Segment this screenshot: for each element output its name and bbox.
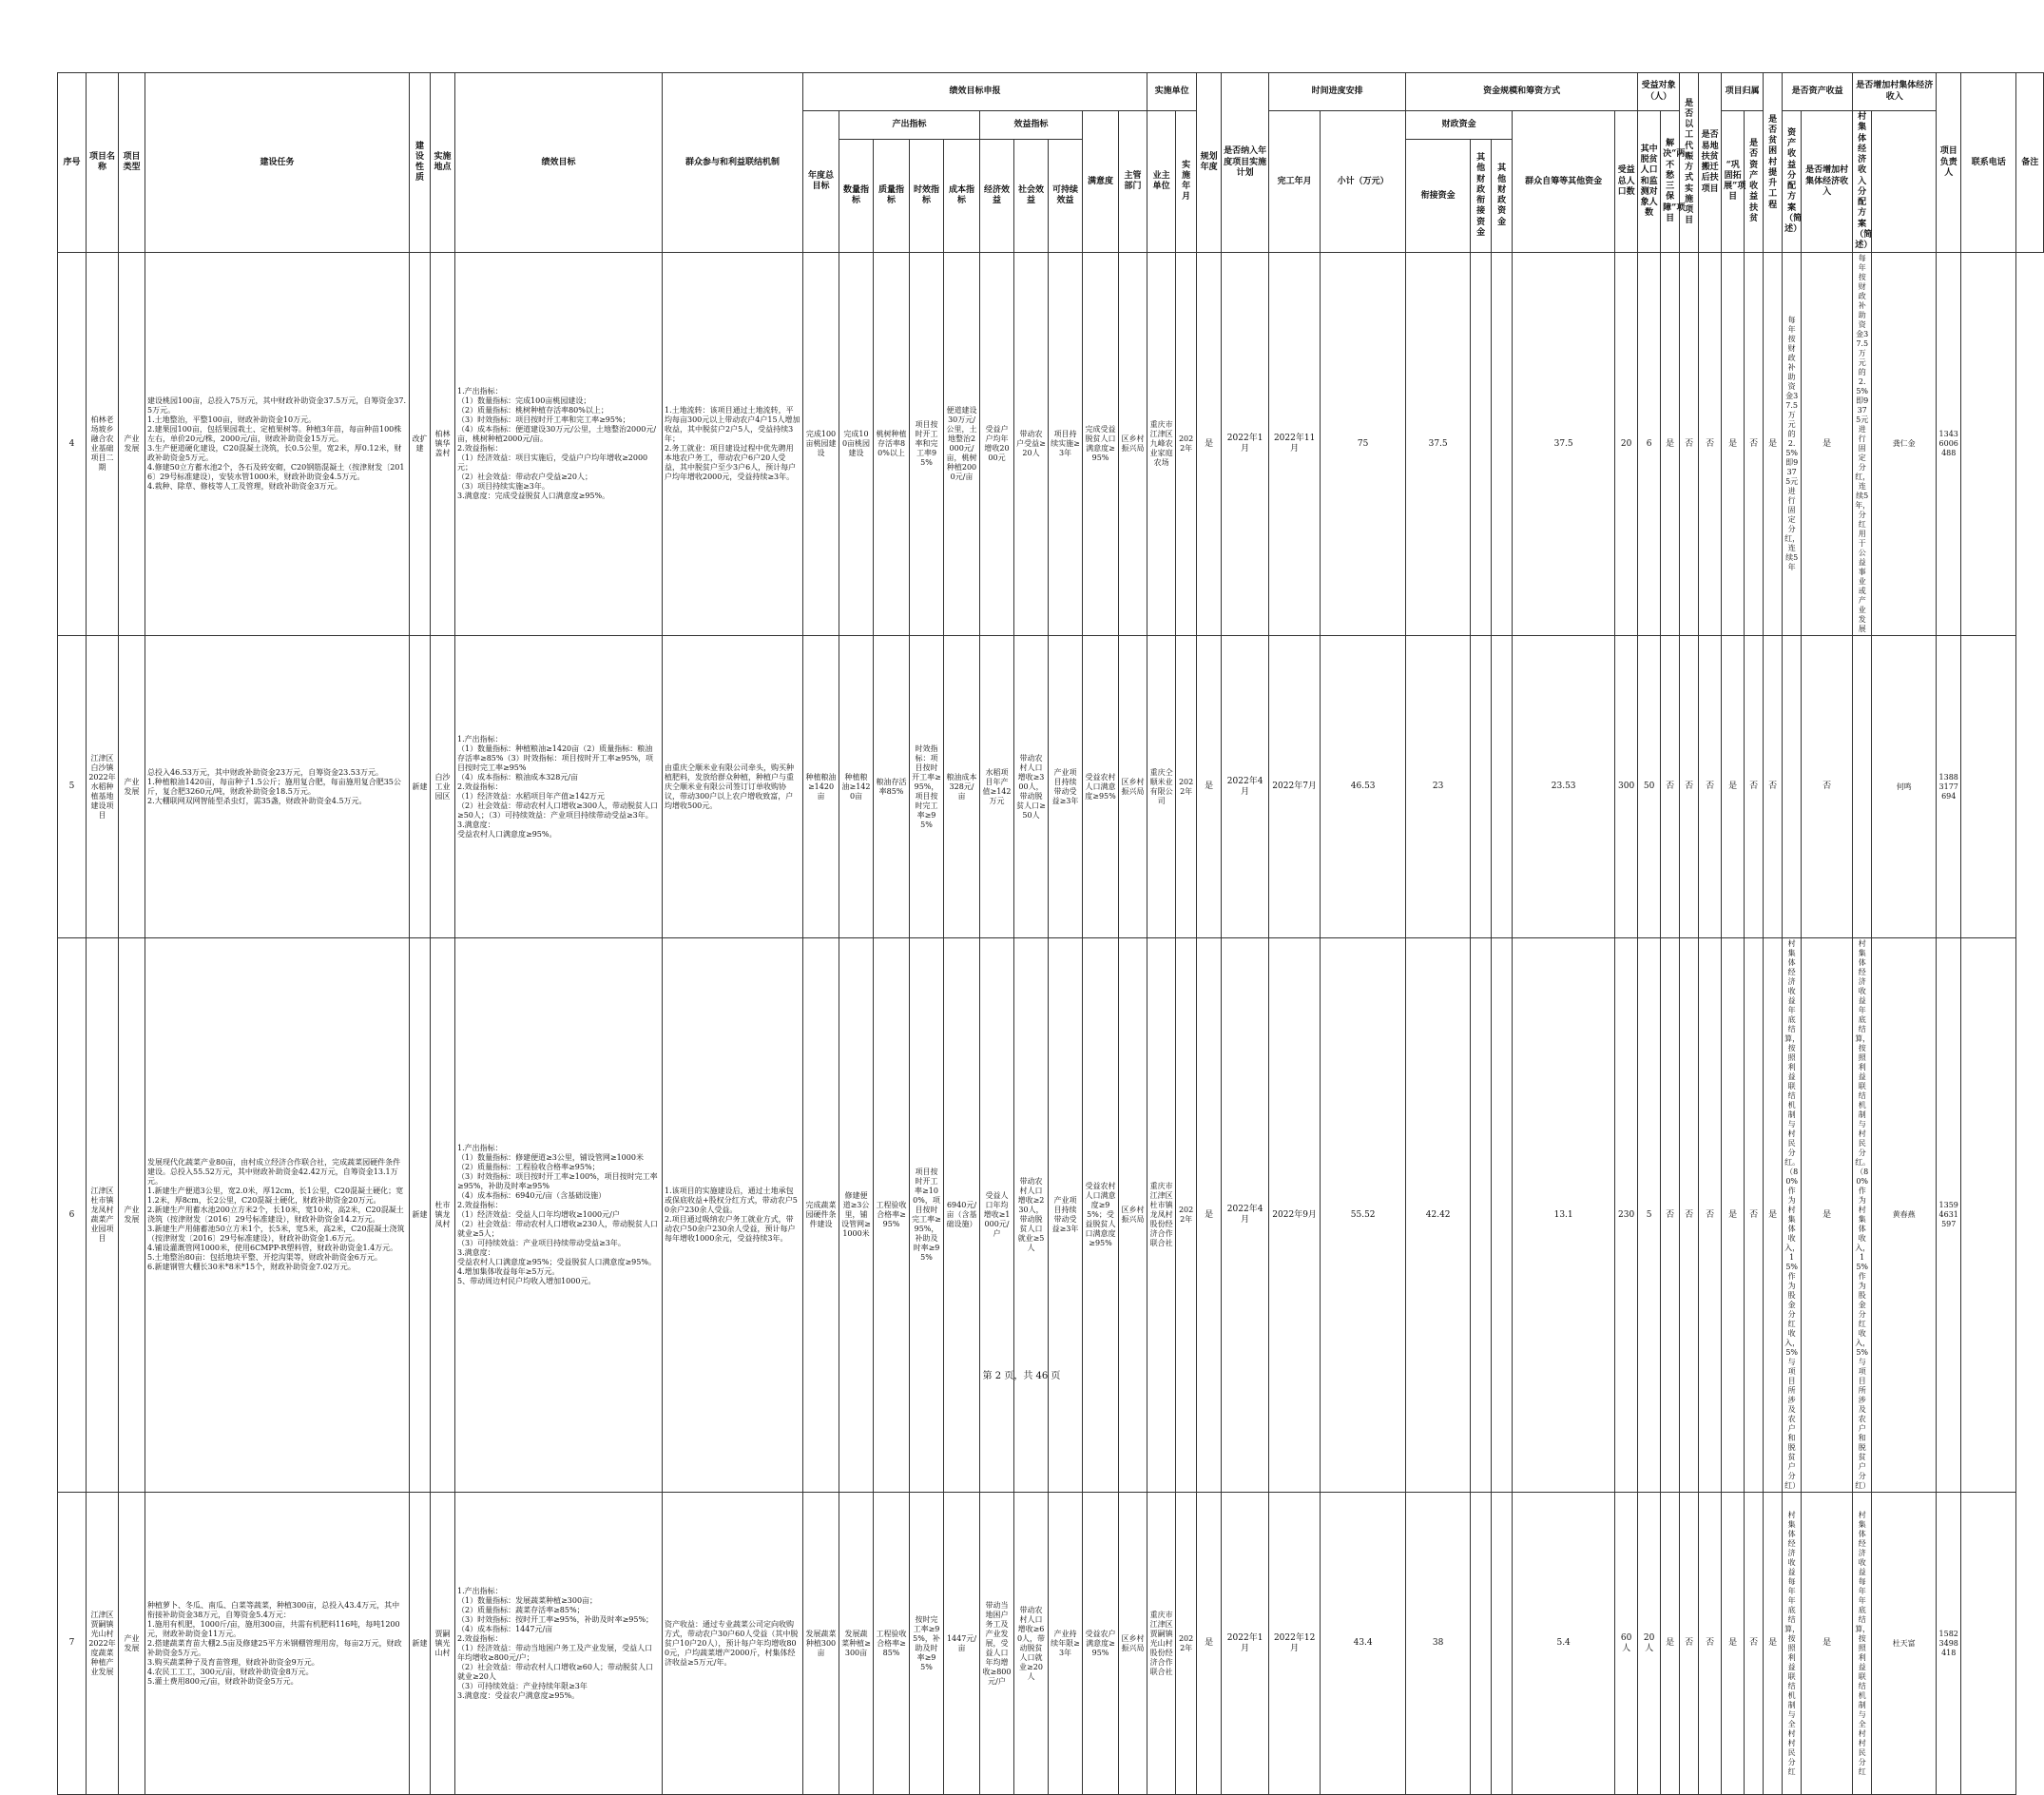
row-coll-plan: 每年按财政补助资金37.5万元的2.5%即9375元进行固定分红，连续5年，分红用于公益事业或产业发展 [1853,253,1872,636]
row-economic: 带动当地困户务工及产业发展，受益人口年均增收≥800元/户 [980,1493,1014,1795]
row-annual-total: 完成蔬菜园硬件条件建设 [803,938,839,1493]
row-other-fund [1492,1493,1513,1795]
row-self-raised: 5.4 [1513,1493,1615,1795]
row-finish: 2022年9月 [1269,938,1321,1493]
row-cost: 粮油成本328元/亩 [944,636,980,938]
row-phone: 13883177694 [1937,636,1961,938]
row-work-relief: 是 [1661,1493,1680,1795]
row-relocation: 否 [1680,938,1699,1493]
row-poor-village: 否 [1745,1493,1764,1795]
row-work-relief: 是 [1661,253,1680,636]
row-leader: 黄春燕 [1872,938,1937,1493]
row-asset-dist: 村集体经济收益年底结算，按照利益联结机制与村民分红。（80%作为村集体收入，15%作为股金分红收入，5%与项目所涉及农户和脱贫户分红） [1783,938,1802,1493]
row-phone: 15823498418 [1937,1493,1961,1795]
row-social: 带动农户受益≥20人 [1014,253,1049,636]
row-project-name: 柏林老场坡乡融合农业基础项目二期 [87,253,119,636]
row-two-three: 否 [1699,938,1722,1493]
col-economic: 经济效益 [980,140,1014,253]
row-authority: 区乡村振兴局 [1119,1493,1147,1795]
col-seq: 序号 [58,73,87,253]
row-quality: 工程验收合格率≥85% [874,1493,910,1795]
col-other-fund: 其他财政资金 [1492,140,1513,253]
row-project-name: 江津区杜市镇龙凤村蔬菜产业园项目 [87,938,119,1493]
row-cost: 便道建设30万元/公里，土地整治2000元/亩，桃树种植2000元/亩 [944,253,980,636]
group-output-indicators: 产出指标 [839,111,980,140]
col-work-relief: 是否以工代赈方式实施项目 [1680,73,1699,253]
row-included: 是 [1197,1493,1222,1795]
row-leader: 龚仁金 [1872,253,1937,636]
row-construction-tasks: 总投入46.53万元，其中财政补助资金23万元，自筹资金23.53万元。 1.种植粮油1420亩，每亩种子1.5公斤；施用复合肥，每亩施用复合肥35公斤，复合肥3260元/吨，财政补助资金18.5万元。 2.大棚联网双网智能型杀虫灯，需35盏，财政补助资金4.5万元。 [145,636,410,938]
row-quantity: 修建便道≥3公里，铺设管网≥1000米 [839,938,874,1493]
col-coll-plan: 村集体经济收入分配方案（简述） [1853,111,1872,253]
row-start: 2022年4月 [1222,938,1269,1493]
row-construction-nature: 新建 [410,636,431,938]
row-project-type: 产业发展 [119,253,145,636]
row-timeliness: 项目按时开工率≥100%，项目按时完工率≥95%，补助及时率≥95% [910,938,944,1493]
col-project-name: 项目名称 [87,73,119,253]
row-direct: 42.42 [1406,938,1471,1493]
row-phone: 13594631597 [1937,938,1961,1493]
row-two-three: 否 [1699,1493,1722,1795]
row-included: 是 [1197,253,1222,636]
col-relocation: 是否易地扶贫搬迁后扶项目 [1699,73,1722,253]
row-seq: 6 [58,938,87,1493]
row-location: 白沙工业园区 [431,636,455,938]
row-authority: 区乡村振兴局 [1119,253,1147,636]
row-asset-dist: 每年按财政补助资金37.5万元的2.5%即9375元进行固定分红，连续5年 [1783,253,1802,636]
row-poor-village: 否 [1745,253,1764,636]
row-poor-pop: 50 [1638,636,1661,938]
row-poor-pop: 20人 [1638,1493,1661,1795]
row-economic: 受益户户均年增收2000元 [980,253,1014,636]
row-seq: 4 [58,253,87,636]
row-remark [1961,253,2016,636]
group-fiscal: 财政资金 [1406,111,1513,140]
group-impl-unit: 实施单位 [1147,73,1197,111]
row-quality: 工程验收合格率≥95% [874,938,910,1493]
row-relocation: 否 [1680,636,1699,938]
row-asset-dist: 村集体经济收益每年年底结算，按照利益联结机制与全村村民分红 [1783,1493,1802,1795]
row-self-raised: 37.5 [1513,253,1615,636]
row-seq: 5 [58,636,87,938]
col-other-fiscal: 其他财政衔接资金 [1471,140,1492,253]
row-finish: 2022年12月 [1269,1493,1321,1795]
row-work-relief: 否 [1661,938,1680,1493]
col-included: 是否纳入年度项目实施计划 [1222,73,1269,253]
col-remark: 备注 [2016,73,2044,253]
row-satisfaction: 完成受益脱贫人口满意度≥95% [1083,253,1119,636]
row-total-pop: 60人 [1615,1493,1638,1795]
row-total-pop: 230 [1615,938,1638,1493]
row-start: 2022年1月 [1222,253,1269,636]
row-quantity: 完成100亩桃园建设 [839,253,874,636]
row-project-name: 江津区贾嗣镇光山村2022年度蔬菜种植产业发展 [87,1493,119,1795]
col-construction-tasks: 建设任务 [145,73,410,253]
row-asset: 是 [1764,1493,1783,1795]
col-timeliness: 时效指标 [910,140,944,253]
row-other-fiscal [1471,1493,1492,1795]
row-satisfaction: 受益农村人口满意度≥95% [1083,636,1119,938]
col-plan-year: 规划年度 [1197,73,1222,253]
col-performance-goal: 绩效目标 [455,73,663,253]
col-asset-dist: 资产收益分配方案（简述） [1783,111,1802,253]
row-quantity: 发展蔬菜种植≥300亩 [839,1493,874,1795]
row-subtotal: 55.52 [1321,938,1406,1493]
row-construction-tasks: 种植萝卜、冬瓜、南瓜、白菜等蔬菜，种植300亩，总投入43.4万元，其中衔接补助资金38万元，自筹资金5.4万元： 1.施用有机肥，1000斤/亩，施用300亩，共需有机肥料116吨，每吨1200元，财政补助资金11万元。 2.搭建蔬菜育苗大棚2.5亩及修建25平方米钢棚管理用房，每亩2万元，财政补助资金5万元。 3.购买蔬菜种子及育苗管理，财政补助资金9万元。 4.农民工工工，300元/亩，财政补助资金8万元。 5.灌土费用800元/亩，财政补助资金5万元。 [145,1493,410,1795]
col-direct: 衔接资金 [1406,140,1471,253]
row-leader: 何鸣 [1872,636,1937,938]
row-satisfaction: 受益农村人口满意度≥95%；受益脱贫人口满意度≥95% [1083,938,1119,1493]
row-remark [1961,1493,2016,1795]
row-subtotal: 75 [1321,253,1406,636]
col-quality: 质量指标 [874,140,910,253]
row-remark [1961,636,2016,938]
group-funding: 资金规模和筹资方式 [1406,73,1638,111]
project-table [57,72,2044,1795]
col-finish: 完工年月 [1269,111,1321,253]
row-project-name: 江津区白沙镇2022年水稻种植基地建设项目 [87,636,119,938]
row-timeliness: 时效指标：项目按时开工率≥95%，项目按时完工率≥95% [910,636,944,938]
row-two-three: 否 [1699,253,1722,636]
row-plan-year: 2022年 [1176,636,1197,938]
col-quantity: 数量指标 [839,140,874,253]
row-cost: 1447元/亩 [944,1493,980,1795]
row-finish: 2022年11月 [1269,253,1321,636]
row-poor-village: 否 [1745,938,1764,1493]
page-footer: 第 2 页，共 46 页 [982,1371,1061,1381]
row-coll-income: 是 [1802,253,1853,636]
row-economic: 受益人口年均增收≥1000元/户 [980,938,1014,1493]
row-direct: 38 [1406,1493,1471,1795]
group-benefit-indicators: 效益指标 [980,111,1083,140]
row-authority: 区乡村振兴局 [1119,636,1147,938]
row-performance-goal: 1.产出指标： （1）数量指标：发展蔬菜种植≥300亩； （2）质量指标：蔬菜存活率≥85%； （3）时效指标：按时开工率≥95%，补助及时率≥95%； （4）成本指标：1447元/亩 2.效益指标： （1）经济效益：带动当地困户务工及产业发展，受益人口年均增收≥800元/户； （2）社会效益：带动农村人口增收≥60人；带动脱贫人口就业≥20人 （3）可持续效益：产业持续年限≥3年 3.满意度：受益农户满意度≥95%。 [455,1493,663,1795]
row-remark [1961,938,2016,1493]
row-economic: 水稻项目年产值≥142万元 [980,636,1014,938]
row-owner: 重庆仝顺米业有限公司 [1147,636,1176,938]
row-consolidate: 是 [1722,636,1745,938]
row-poor-pop: 6 [1638,253,1661,636]
row-owner: 重庆市江津区九峰农业家庭农场 [1147,253,1176,636]
row-sustainable: 产业项目持续带动受益≥3年 [1049,938,1083,1493]
row-sustainable: 项目持续实施≥3年 [1049,253,1083,636]
row-poor-village: 否 [1745,636,1764,938]
col-sustainable: 可持续效益 [1049,140,1083,253]
row-consolidate: 是 [1722,1493,1745,1795]
row-poor-pop: 5 [1638,938,1661,1493]
row-included: 是 [1197,636,1222,938]
table-row [58,1493,2044,1795]
col-social: 社会效益 [1014,140,1049,253]
row-mass-participation: 1.该项目的实施建设后，通过土地承包或保底收益+股权分红方式，带动农户50余户230余人受益。 2.项目通过吸纳农户务工就业方式，带动农户50余户230余人受益，预计每户每年增收1000余元，受益持续3年。 [663,938,803,1493]
row-start: 2022年1月 [1222,1493,1269,1795]
group-collective: 是否增加村集体经济收入 [1853,73,1937,111]
row-coll-income: 是 [1802,938,1853,1493]
row-authority: 区乡村振兴局 [1119,938,1147,1493]
group-asset: 是否资产收益 [1783,73,1853,111]
row-location: 杜市镇龙凤村 [431,938,455,1493]
col-mass-participation: 群众参与和利益联结机制 [663,73,803,253]
row-timeliness: 项目按时开工率和完工率95% [910,253,944,636]
row-other-fund [1492,938,1513,1493]
col-owner: 业主单位 [1147,111,1176,253]
row-social: 带动农村人口增收≥230人，带动脱贫人口就业≥5人 [1014,938,1049,1493]
col-phone: 联系电话 [1961,73,2016,253]
col-coll-income: 是否增加村集体经济收入 [1802,111,1853,253]
col-asset-poverty: 是否资产收益扶贫 [1745,111,1764,253]
row-asset: 是 [1764,253,1783,636]
row-plan-year: 2022年 [1176,253,1197,636]
row-coll-plan: 村集体经济收益年底结算，按照利益联结机制与村民分红。（80%作为村集体收入，15%作为股金分红收入，5%与项目所涉及农户和脱贫户分红） [1853,938,1872,1493]
row-coll-income: 否 [1802,636,1853,938]
row-consolidate: 是 [1722,253,1745,636]
row-annual-total: 种植粮油≥1420亩 [803,636,839,938]
row-total-pop: 300 [1615,636,1638,938]
row-quantity: 种植粮油≥1420亩 [839,636,874,938]
row-mass-participation: 由重庆仝顺米业有限公司牵头，购买种植肥料，发放给群众种植，种植户与重庆仝顺米业有限公司签订订单收购协议，带动300户以上农户增收致富，户均增收500元。 [663,636,803,938]
col-annual-total: 年度总目标 [803,111,839,253]
row-direct: 23 [1406,636,1471,938]
row-asset-dist [1783,636,1802,938]
group-beneficiaries: 受益对象（人） [1638,73,1680,111]
row-annual-total: 发展蔬菜种植300亩 [803,1493,839,1795]
row-timeliness: 按时完工率≥95%，补助及时率≥95% [910,1493,944,1795]
row-asset: 是 [1764,938,1783,1493]
row-project-type: 产业发展 [119,938,145,1493]
table-row [58,938,2044,1493]
row-performance-goal: 1.产出指标： （1）数量指标：完成100亩桃园建设； （2）质量指标：桃树种植存活率80%以上； （3）时效指标：项目按时开工率和完工率≥95%； （4）成本指标：便道建设30万元/公里，土地整治2000元/亩，桃树种植2000元/亩。 2.效益指标： （1）经济效益：项目实施后，受益户户均年增收≥2000元； （2）社会效益：带动农户受益≥20人； （3）项目持续实施≥3年。 3.满意度：完成受益脱贫人口满意度≥95%。 [455,253,663,636]
row-included: 是 [1197,938,1222,1493]
row-quality: 桃树种植存活率80%以上 [874,253,910,636]
row-other-fiscal [1471,636,1492,938]
row-location: 贾嗣镇光山村 [431,1493,455,1795]
row-sustainable: 产业持续年限≥3年 [1049,1493,1083,1795]
col-subtotal: 小计（万元） [1321,111,1406,253]
row-social: 带动农村人口增收≥60人，带动脱贫人口就业≥20人 [1014,1493,1049,1795]
row-plan-year: 2022年 [1176,1493,1197,1795]
group-perf-declare: 绩效目标申报 [803,73,1147,111]
group-ownership: 项目归属 [1722,73,1764,111]
col-start: 实施年月 [1176,111,1197,253]
col-location: 实施地点 [431,73,455,253]
row-owner: 重庆市江津区杜市镇龙凤村股份经济合作联合社 [1147,938,1176,1493]
row-coll-income: 是 [1802,1493,1853,1795]
row-consolidate: 是 [1722,938,1745,1493]
row-phone: 13436006488 [1937,253,1961,636]
row-location: 柏林镇华盖村 [431,253,455,636]
row-satisfaction: 受益农户满意度≥95% [1083,1493,1119,1795]
row-direct: 37.5 [1406,253,1471,636]
row-performance-goal: 1.产出指标： （1）数量指标：种植粮油≥1420亩（2）质量指标：粮油存活率≥85%（3）时效指标：项目按时开工率≥95%，项目按时完工率≥95% （4）成本指标：粮油成本328元/亩 2.效益指标： （1）经济效益：水稻项目年产值≥142万元 （2）社会效益：带动农村人口增收≥300人，带动脱贫人口≥50人；（3）可持续效益：产业项目持续带动受益≥3年。 3.满意度： 受益农村人口满意度≥95%。 [455,636,663,938]
col-satisfaction: 满意度 [1083,111,1119,253]
col-total-pop: 受益总人口数 [1615,111,1638,253]
col-authority: 主管部门 [1119,111,1147,253]
row-subtotal: 43.4 [1321,1493,1406,1795]
row-construction-nature: 新建 [410,1493,431,1795]
row-work-relief: 否 [1661,636,1680,938]
row-construction-tasks: 发展现代化蔬菜产业80亩，由村成立经济合作联合社，完成蔬菜园硬件条件建设。总投入55.52万元，其中财政补助资金42.42万元，自筹资金13.1万元。 1.新建生产便道3公里，宽2.0米，厚12cm，长1公里，C20混凝土硬化；宽1.2米，厚8cm，长2公里，C20混凝土硬化，财政补助资金20万元。 2.新建生产用蓄水池200立方米2个，长10米，宽10米，高2米，C20混凝土浇筑（按津财发〔2016〕29号标准建设），财政补助资金14.2万元。 3.新建生产用储蓄池50立方米1个，长5米，宽5米，高2米，C20混凝土浇筑（按津财发〔2016〕29号标准建设），财政补助资金1.6万元。 4.铺设灌溉管网1000米，使用6CMPP-R塑料管，财政补助资金1.4万元。 5.土地整治80亩：包括地块平整、开挖沟渠等，财政补助资金6万元。 6.新建钢管大棚长30米*8米*15个，财政补助资金7.02万元。 [145,938,410,1493]
row-mass-participation: 1.土地流转：该项目通过土地流转，平均每亩300元以上带动农户4户15人增加收益，其中脱贫户2户5人，受益持续3年； 2.务工就业：项目建设过程中优先聘用本地农户务工，带动农户6户20人受益，其中脱贫户至少3户6人，预计每户户均年增收2000元，受益持续≥3年。 [663,253,803,636]
row-construction-tasks: 建设桃园100亩，总投入75万元，其中财政补助资金37.5万元，自筹资金37.5万元。 1.土地整治，平整100亩，财政补助资金10万元。 2.建果园100亩，包括果园栽土、定植果树等。种植3年苗，每亩种苗100株左右，单价20元/株，2000元/亩，财政补助资金15万元。 3.生产便道硬化建设，C20混凝土浇筑，长0.5公里，宽2米，厚0.12米，财政补助资金5万元。 4.修建50立方蓄水池2个，各石及砖安砌，C20钢筋混凝土（按津财发〔2016〕29号标准建设），安装水管1000米，财政补助资金4.5万元。 4.栽种、除草、修枝等人工及管理，财政补助资金3万元。 [145,253,410,636]
group-schedule: 时间进度安排 [1269,73,1406,111]
row-other-fiscal [1471,938,1492,1493]
row-social: 带动农村人口增收≥300人，带动脱贫人口≥50人 [1014,636,1049,938]
col-construction-nature: 建设性质 [410,73,431,253]
col-poor-pop: 其中脱贫人口和监测对象人数 [1638,111,1661,253]
col-cost: 成本指标 [944,140,980,253]
row-relocation: 否 [1680,253,1699,636]
row-cost: 6940元/亩（含基础设施） [944,938,980,1493]
row-project-type: 产业发展 [119,1493,145,1795]
row-construction-nature: 改扩建 [410,253,431,636]
row-project-type: 产业发展 [119,636,145,938]
row-two-three: 否 [1699,636,1722,938]
col-project-type: 项目类型 [119,73,145,253]
row-construction-nature: 新建 [410,938,431,1493]
row-finish: 2022年7月 [1269,636,1321,938]
row-seq: 7 [58,1493,87,1795]
project-table-sheet [57,72,2044,1795]
row-self-raised: 13.1 [1513,938,1615,1493]
row-annual-total: 完成100亩桃园建设 [803,253,839,636]
row-asset: 否 [1764,636,1783,938]
row-other-fund [1492,636,1513,938]
row-self-raised: 23.53 [1513,636,1615,938]
row-relocation: 否 [1680,1493,1699,1795]
row-plan-year: 2022年 [1176,938,1197,1493]
row-performance-goal: 1.产出指标： （1）数量指标：修建便道≥3公里，铺设管网≥1000米 （2）质量指标：工程验收合格率≥95%； （3）时效指标：项目按时开工率≥100%，项目按时完工率≥95%，补助及时率≥95% （4）成本指标：6940元/亩（含基础设施） 2.效益指标： （1）经济效益：受益人口年均增收≥1000元/户 （2）社会效益：带动农村人口增收≥230人，带动脱贫人口就业≥5人； （3）可持续效益：产业项目持续带动受益≥3年。 3.满意度： 受益农村人口满意度≥95%；受益脱贫人口满意度≥95%。 4.增加集体收益每年≥5万元。 5、带动周边村民户均收入增加1000元。 [455,938,663,1493]
row-mass-participation: 资产收益：通过专业蔬菜公司定向收购方式，带动农户30户60人受益（其中脱贫户10户20人），预计每户年均增收800元，户均蔬菜增产2000斤，村集体经济收益≥5万元/年。 [663,1493,803,1795]
row-subtotal: 46.53 [1321,636,1406,938]
col-two-three: 解决“两不愁三保障”项目 [1661,111,1680,253]
row-other-fund [1492,253,1513,636]
row-total-pop: 20 [1615,253,1638,636]
row-owner: 重庆市江津区贾嗣镇光山村股份经济合作联合社 [1147,1493,1176,1795]
row-other-fiscal [1471,253,1492,636]
row-coll-plan: 村集体经济收益每年年底结算，按照利益联结机制与全村村民分红 [1853,1493,1872,1795]
table-row [58,636,2044,938]
row-sustainable: 产业项目持续带动受益≥3年 [1049,636,1083,938]
table-row [58,253,2044,636]
row-coll-plan [1853,636,1872,938]
col-leader: 项目负责人 [1937,73,1961,253]
col-poor-village: 是否贫困村提升工程 [1764,73,1783,253]
row-start: 2022年4月 [1222,636,1269,938]
row-quality: 粮油存活率85% [874,636,910,938]
row-leader: 杜天富 [1872,1493,1937,1795]
col-consolidate: “巩固拓展”项目 [1722,111,1745,253]
col-self-raised: 群众自筹等其他资金 [1513,111,1615,253]
